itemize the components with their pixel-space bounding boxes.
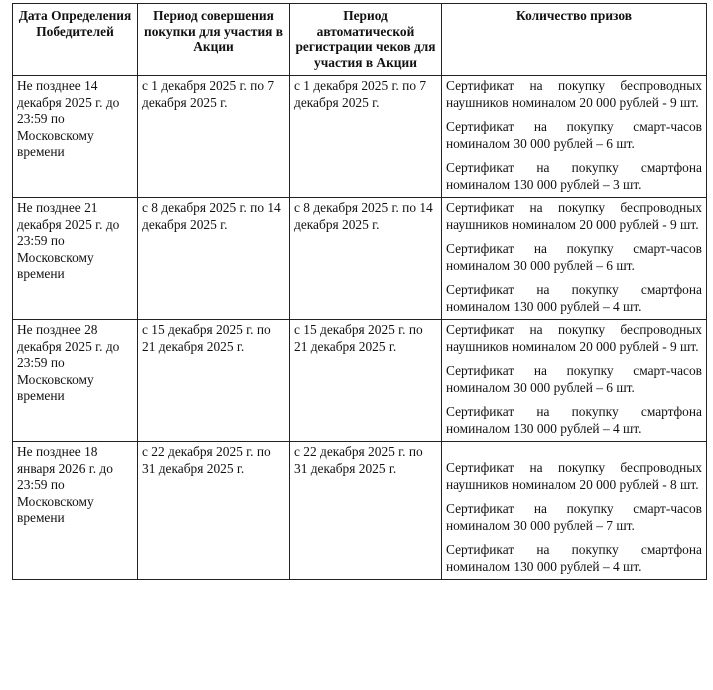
header-purchase-period: Период совершения покупки для участия в Акции [138,4,290,76]
winner-date-cell [13,442,138,580]
table-row [13,320,707,442]
prizes-cell [442,442,707,580]
prize-smartphone: Сертификат на покупку смартфона номиналом 130 000 рублей – 3 шт. [446,160,702,192]
purchase-period-text: с 22 декабря 2025 г. по 31 декабря 2025 г. [142,444,271,476]
prize-headphones: Сертификат на покупку беспроводных наушников номиналом 20 000 рублей - 9 шт. [446,322,702,354]
prizes-cell [442,320,707,442]
prize-list [446,322,702,437]
table-row [13,76,707,198]
prize-list [446,78,702,193]
purchase-period-cell [138,76,290,198]
registration-period-cell [290,198,442,320]
winner-date-text: Не позднее 18 января 2026 г. до 23:59 по Московскому времени [17,444,113,525]
registration-period-text: с 1 декабря 2025 г. по 7 декабря 2025 г. [294,78,427,110]
purchase-period-cell [138,320,290,442]
prize-smartwatch: Сертификат на покупку смарт-часов номиналом 30 000 рублей – 6 шт. [446,241,702,273]
prize-list [446,200,702,315]
table-row [13,198,707,320]
prize-schedule-table [12,3,707,580]
purchase-period-cell [138,198,290,320]
purchase-period-cell [138,442,290,580]
winner-date-cell [13,320,138,442]
registration-period-cell [290,76,442,198]
registration-period-text: с 8 декабря 2025 г. по 14 декабря 2025 г. [294,200,433,232]
table-header-row [13,4,707,76]
prize-smartphone: Сертификат на покупку смартфона номиналом 130 000 рублей – 4 шт. [446,282,702,314]
winner-date-cell [13,198,138,320]
table-row [13,442,707,580]
prize-headphones: Сертификат на покупку беспроводных наушников номиналом 20 000 рублей - 8 шт. [446,460,702,492]
prize-smartwatch: Сертификат на покупку смарт-часов номиналом 30 000 рублей – 6 шт. [446,363,702,395]
winner-date-cell [13,76,138,198]
prize-smartwatch: Сертификат на покупку смарт-часов номиналом 30 000 рублей – 6 шт. [446,119,702,151]
winner-date-text: Не позднее 28 декабря 2025 г. до 23:59 по Московскому времени [17,322,120,403]
registration-period-cell [290,442,442,580]
prize-smartwatch: Сертификат на покупку смарт-часов номиналом 30 000 рублей – 7 шт. [446,501,702,533]
prize-smartphone: Сертификат на покупку смартфона номиналом 130 000 рублей – 4 шт. [446,404,702,436]
prizes-cell [442,198,707,320]
purchase-period-text: с 8 декабря 2025 г. по 14 декабря 2025 г. [142,200,281,232]
header-registration-period: Период автоматической регистрации чеков для участия в Акции [290,4,442,76]
winner-date-text: Не позднее 21 декабря 2025 г. до 23:59 по Московскому времени [17,200,120,281]
winner-date-text: Не позднее 14 декабря 2025 г. до 23:59 по Московскому времени [17,78,120,159]
registration-period-text: с 15 декабря 2025 г. по 21 декабря 2025 г. [294,322,423,354]
prizes-cell [442,76,707,198]
registration-period-cell [290,320,442,442]
purchase-period-text: с 1 декабря 2025 г. по 7 декабря 2025 г. [142,78,275,110]
prize-smartphone: Сертификат на покупку смартфона номиналом 130 000 рублей – 4 шт. [446,542,702,574]
prize-headphones: Сертификат на покупку беспроводных наушников номиналом 20 000 рублей - 9 шт. [446,78,702,110]
purchase-period-text: с 15 декабря 2025 г. по 21 декабря 2025 г. [142,322,271,354]
prize-list [446,444,702,575]
header-prize-count: Количество призов [442,4,707,76]
prize-headphones: Сертификат на покупку беспроводных наушников номиналом 20 000 рублей - 9 шт. [446,200,702,232]
registration-period-text: с 22 декабря 2025 г. по 31 декабря 2025 г. [294,444,423,476]
header-winner-date: Дата Определения Победителей [13,4,138,76]
